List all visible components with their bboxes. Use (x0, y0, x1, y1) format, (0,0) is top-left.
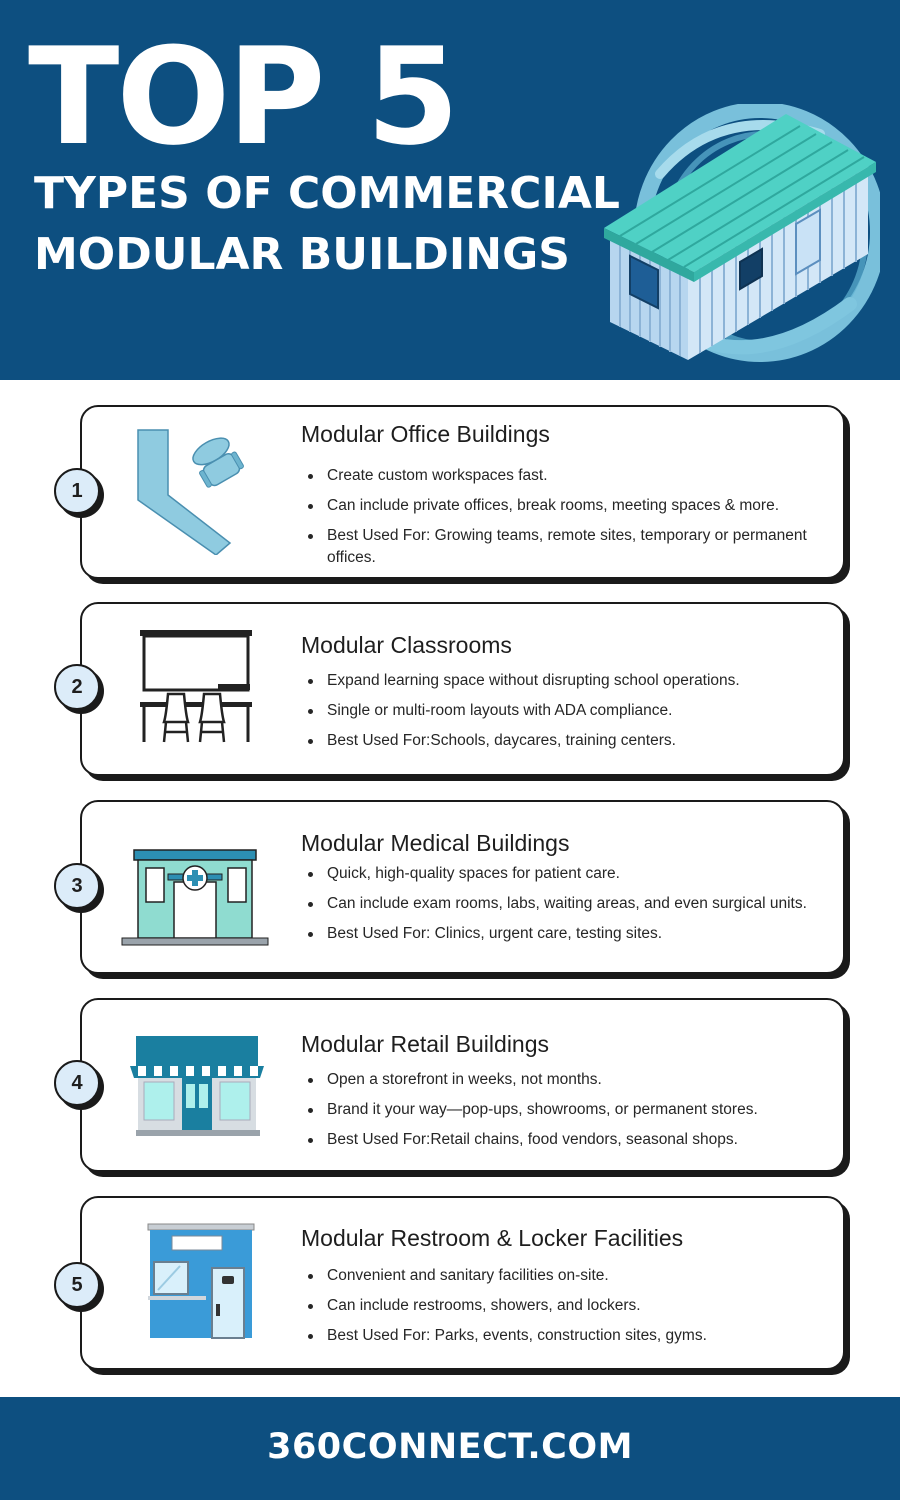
office-chair-desk-icon (120, 425, 270, 555)
card-title: Modular Office Buildings (301, 421, 550, 447)
website-url: 360CONNECT.COM (267, 1427, 633, 1467)
bullet-item: Open a storefront in weeks, not months. (327, 1069, 827, 1091)
bullet-item: Create custom workspaces fast. (327, 465, 827, 487)
number-badge: 2 (54, 664, 102, 712)
restroom-building-icon (120, 1216, 270, 1346)
bullet-list (327, 1069, 827, 1159)
bullet-list (327, 863, 827, 953)
bullet-item: Expand learning space without disrupting school operations. (327, 670, 827, 692)
bullet-item: Best Used For:Schools, daycares, training centers. (327, 730, 827, 752)
bullet-item: Can include restrooms, showers, and lockers. (327, 1295, 827, 1317)
bullet-item: Quick, high-quality spaces for patient care. (327, 863, 827, 885)
bullet-item: Brand it your way—pop-ups, showrooms, or permanent stores. (327, 1099, 827, 1121)
medical-clinic-icon (120, 820, 270, 950)
bullet-list (327, 670, 827, 760)
footer-banner (0, 1397, 900, 1500)
card-title: Modular Retail Buildings (301, 1031, 550, 1057)
bullet-list (327, 1265, 827, 1355)
storefront-icon (120, 1018, 270, 1148)
card-retail (80, 998, 845, 1172)
number-badge: 5 (54, 1262, 102, 1310)
modular-container-illustration (600, 104, 880, 366)
number-badge: 3 (54, 863, 102, 911)
classroom-board-icon (120, 622, 270, 752)
card-medical (80, 800, 845, 974)
card-restroom (80, 1196, 845, 1370)
subheadline-line-1: TYPES OF COMMERCIAL (34, 168, 620, 219)
bullet-item: Best Used For:Retail chains, food vendors, seasonal shops. (327, 1129, 827, 1151)
bullet-item: Best Used For: Clinics, urgent care, testing sites. (327, 923, 827, 945)
card-classroom (80, 602, 845, 776)
bullet-item: Can include private offices, break rooms, meeting spaces & more. (327, 495, 827, 517)
number-badge: 1 (54, 468, 102, 516)
subheadline-line-2: MODULAR BUILDINGS (34, 229, 570, 280)
card-title: Modular Classrooms (301, 632, 512, 658)
bullet-item: Best Used For: Parks, events, construction sites, gyms. (327, 1325, 827, 1347)
card-title: Modular Medical Buildings (301, 830, 570, 856)
card-title: Modular Restroom & Locker Facilities (301, 1225, 684, 1251)
bullet-item: Can include exam rooms, labs, waiting areas, and even surgical units. (327, 893, 827, 915)
card-office (80, 405, 845, 579)
bullet-item: Best Used For: Growing teams, remote sites, temporary or permanent offices. (327, 525, 827, 569)
bullet-item: Convenient and sanitary facilities on-site. (327, 1265, 827, 1287)
bullet-list (327, 465, 827, 577)
header-banner (0, 0, 900, 380)
headline: TOP 5 (28, 19, 457, 175)
bullet-item: Single or multi-room layouts with ADA compliance. (327, 700, 827, 722)
number-badge: 4 (54, 1060, 102, 1108)
